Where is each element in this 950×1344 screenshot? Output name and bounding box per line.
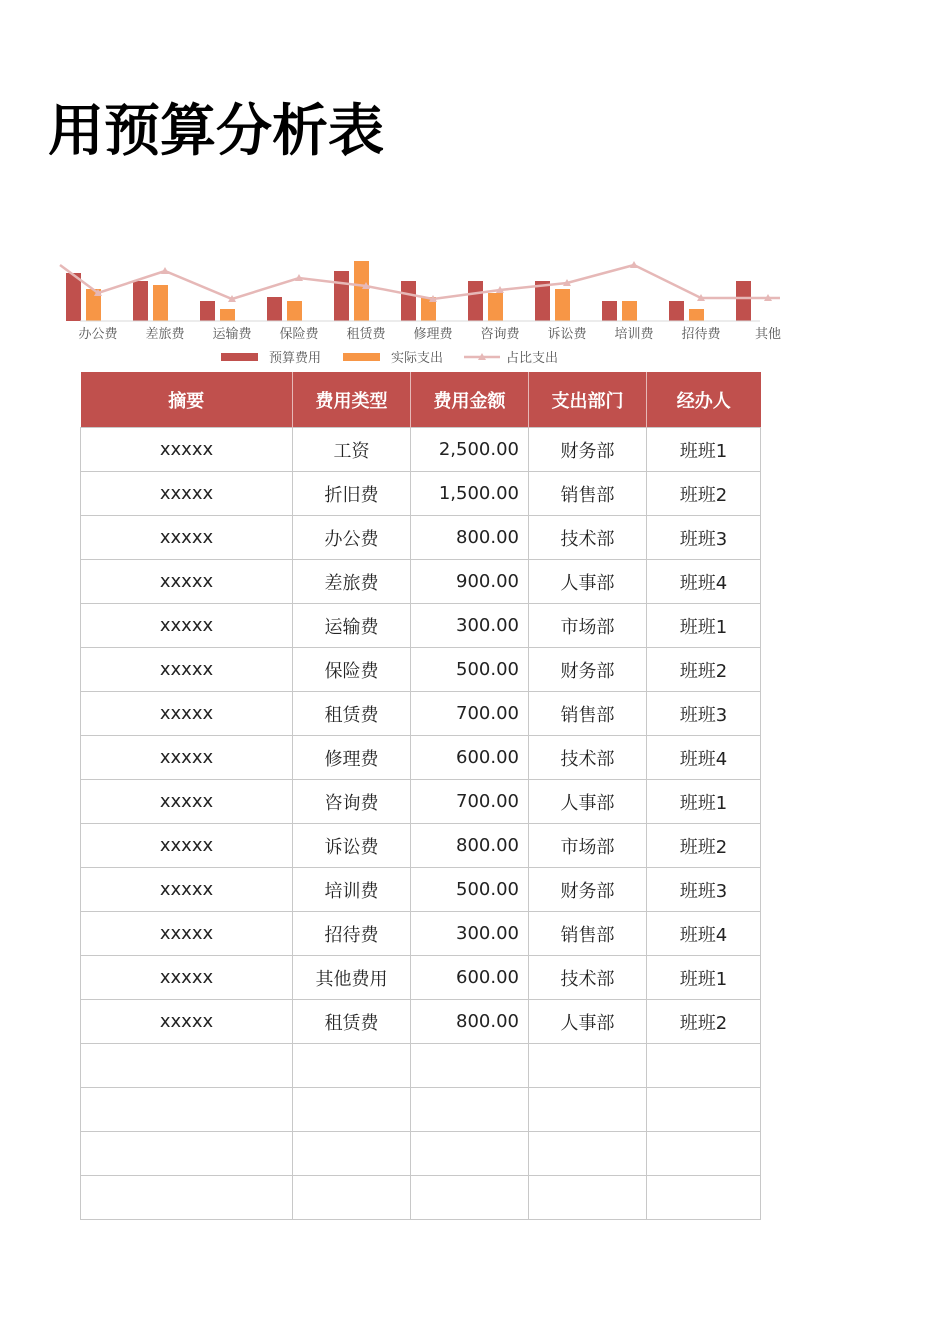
handler-cell[interactable]: 班班4	[647, 560, 761, 604]
table-row	[81, 604, 761, 648]
table-row	[81, 692, 761, 736]
table-row	[81, 780, 761, 824]
table-row	[81, 1088, 761, 1132]
summary-cell[interactable]: xxxxx	[81, 824, 293, 868]
legend-actual-swatch	[343, 353, 380, 361]
amount-cell[interactable]	[411, 1088, 529, 1132]
budget-bar	[468, 281, 483, 321]
budget-chart	[78, 220, 782, 372]
handler-cell[interactable]	[647, 1132, 761, 1176]
actual-bar	[354, 261, 369, 321]
handler-cell[interactable]: 班班3	[647, 516, 761, 560]
expense-type-cell[interactable]: 办公费	[293, 516, 411, 560]
summary-cell[interactable]: xxxxx	[81, 648, 293, 692]
handler-cell[interactable]: 班班4	[647, 912, 761, 956]
summary-cell[interactable]: xxxxx	[81, 516, 293, 560]
summary-cell[interactable]: xxxxx	[81, 604, 293, 648]
table-row	[81, 472, 761, 516]
expense-type-cell[interactable]	[293, 1044, 411, 1088]
summary-cell[interactable]: xxxxx	[81, 780, 293, 824]
table-row	[81, 648, 761, 692]
category-label: 运输费	[212, 327, 252, 342]
department-cell[interactable]: 人事部	[529, 780, 647, 824]
amount-cell[interactable]: 800.00	[411, 1000, 529, 1044]
budget-bar	[669, 301, 684, 321]
table-row	[81, 912, 761, 956]
summary-cell[interactable]: xxxxx	[81, 692, 293, 736]
ratio-point	[161, 267, 169, 274]
expense-type-cell[interactable]: 咨询费	[293, 780, 411, 824]
header-amount: 费用金额	[411, 372, 529, 428]
category-label: 办公费	[78, 327, 118, 342]
expense-type-cell[interactable]	[293, 1088, 411, 1132]
table-row	[81, 956, 761, 1000]
page-title	[48, 96, 760, 168]
handler-cell[interactable]: 班班4	[647, 736, 761, 780]
department-cell[interactable]: 财务部	[529, 648, 647, 692]
expense-type-cell[interactable]: 保险费	[293, 648, 411, 692]
summary-cell[interactable]: xxxxx	[81, 868, 293, 912]
table-row	[81, 428, 761, 472]
category-label: 保险费	[279, 327, 319, 342]
department-cell[interactable]: 财务部	[529, 868, 647, 912]
category-label: 咨询费	[480, 327, 520, 342]
actual-bar	[689, 309, 704, 321]
expense-type-cell[interactable]: 招待费	[293, 912, 411, 956]
summary-cell[interactable]: xxxxx	[81, 560, 293, 604]
expense-type-cell[interactable]: 租赁费	[293, 1000, 411, 1044]
table-row	[81, 1132, 761, 1176]
department-cell[interactable]: 技术部	[529, 956, 647, 1000]
category-label: 租赁费	[346, 327, 386, 342]
department-cell[interactable]	[529, 1044, 647, 1088]
amount-cell[interactable]: 800.00	[411, 516, 529, 560]
department-cell[interactable]	[529, 1176, 647, 1220]
table-row	[81, 1000, 761, 1044]
table-row	[81, 824, 761, 868]
expense-type-cell[interactable]: 运输费	[293, 604, 411, 648]
expense-type-cell[interactable]: 差旅费	[293, 560, 411, 604]
handler-cell[interactable]	[647, 1176, 761, 1220]
summary-cell[interactable]: xxxxx	[81, 428, 293, 472]
handler-cell[interactable]: 班班1	[647, 428, 761, 472]
summary-cell[interactable]	[81, 1044, 293, 1088]
handler-cell[interactable]: 班班1	[647, 780, 761, 824]
budget-bar	[401, 281, 416, 321]
summary-cell[interactable]: xxxxx	[81, 1000, 293, 1044]
handler-cell[interactable]: 班班1	[647, 956, 761, 1000]
amount-cell[interactable]: 700.00	[411, 780, 529, 824]
expense-table	[80, 372, 761, 1220]
expense-type-cell[interactable]: 折旧费	[293, 472, 411, 516]
department-cell[interactable]: 人事部	[529, 1000, 647, 1044]
expense-type-cell[interactable]: 培训费	[293, 868, 411, 912]
actual-bar	[555, 289, 570, 321]
header-department: 支出部门	[529, 372, 647, 428]
page-title-text: 用预算分析表	[48, 99, 384, 164]
expense-type-cell[interactable]: 修理费	[293, 736, 411, 780]
amount-cell[interactable]: 800.00	[411, 824, 529, 868]
legend-budget-label: 预算费用	[269, 351, 322, 366]
amount-cell[interactable]	[411, 1176, 529, 1220]
amount-cell[interactable]: 500.00	[411, 868, 529, 912]
budget-bar	[267, 297, 282, 321]
summary-cell[interactable]: xxxxx	[81, 472, 293, 516]
department-cell[interactable]: 技术部	[529, 516, 647, 560]
table-row	[81, 736, 761, 780]
amount-cell[interactable]: 300.00	[411, 604, 529, 648]
amount-cell[interactable]: 2,500.00	[411, 428, 529, 472]
category-label: 其他	[754, 327, 782, 342]
chart-svg	[78, 220, 782, 372]
expense-type-cell[interactable]	[293, 1132, 411, 1176]
expense-type-cell[interactable]: 诉讼费	[293, 824, 411, 868]
table-row	[81, 516, 761, 560]
amount-cell[interactable]: 600.00	[411, 736, 529, 780]
department-cell[interactable]: 销售部	[529, 472, 647, 516]
actual-bar	[153, 285, 168, 321]
department-cell[interactable]	[529, 1132, 647, 1176]
handler-cell[interactable]	[647, 1088, 761, 1132]
summary-cell[interactable]: xxxxx	[81, 956, 293, 1000]
department-cell[interactable]: 财务部	[529, 428, 647, 472]
amount-cell[interactable]: 500.00	[411, 648, 529, 692]
handler-cell[interactable]: 班班1	[647, 604, 761, 648]
table-row	[81, 1044, 761, 1088]
category-label: 差旅费	[145, 327, 185, 342]
legend-budget-swatch	[221, 353, 258, 361]
summary-cell[interactable]	[81, 1176, 293, 1220]
handler-cell[interactable]: 班班2	[647, 648, 761, 692]
actual-bar	[220, 309, 235, 321]
header-handler: 经办人	[647, 372, 761, 428]
amount-cell[interactable]	[411, 1044, 529, 1088]
legend-ratio-label: 占比支出	[506, 351, 559, 366]
table-header-row	[81, 372, 761, 428]
amount-cell[interactable]: 300.00	[411, 912, 529, 956]
amount-cell[interactable]: 600.00	[411, 956, 529, 1000]
department-cell[interactable]: 市场部	[529, 824, 647, 868]
expense-type-cell[interactable]	[293, 1176, 411, 1220]
amount-cell[interactable]: 1,500.00	[411, 472, 529, 516]
table-row	[81, 1176, 761, 1220]
header-summary: 摘要	[81, 372, 293, 428]
summary-cell[interactable]: xxxxx	[81, 736, 293, 780]
handler-cell[interactable]: 班班2	[647, 824, 761, 868]
department-cell[interactable]: 技术部	[529, 736, 647, 780]
department-cell[interactable]: 销售部	[529, 692, 647, 736]
budget-bar	[133, 281, 148, 321]
budget-bar	[736, 281, 751, 321]
handler-cell[interactable]	[647, 1044, 761, 1088]
handler-cell[interactable]: 班班3	[647, 692, 761, 736]
budget-bar	[200, 301, 215, 321]
handler-cell[interactable]: 班班2	[647, 1000, 761, 1044]
table-body	[81, 428, 761, 1220]
department-cell[interactable]: 人事部	[529, 560, 647, 604]
table-row	[81, 560, 761, 604]
category-label: 培训费	[614, 327, 654, 342]
handler-cell[interactable]: 班班3	[647, 868, 761, 912]
summary-cell[interactable]	[81, 1132, 293, 1176]
summary-cell[interactable]: xxxxx	[81, 912, 293, 956]
budget-bar	[602, 301, 617, 321]
amount-cell[interactable]: 700.00	[411, 692, 529, 736]
amount-cell[interactable]	[411, 1132, 529, 1176]
budget-bar	[334, 271, 349, 321]
category-label: 招待费	[681, 327, 721, 342]
amount-cell[interactable]: 900.00	[411, 560, 529, 604]
expense-type-cell[interactable]: 工资	[293, 428, 411, 472]
department-cell[interactable]	[529, 1088, 647, 1132]
department-cell[interactable]: 市场部	[529, 604, 647, 648]
expense-type-cell[interactable]: 其他费用	[293, 956, 411, 1000]
legend-actual-label: 实际支出	[391, 351, 444, 366]
category-label: 修理费	[413, 327, 453, 342]
actual-bar	[488, 293, 503, 321]
actual-bar	[622, 301, 637, 321]
actual-bar	[287, 301, 302, 321]
department-cell[interactable]: 销售部	[529, 912, 647, 956]
table-row	[81, 868, 761, 912]
summary-cell[interactable]	[81, 1088, 293, 1132]
category-label: 诉讼费	[547, 327, 587, 342]
handler-cell[interactable]: 班班2	[647, 472, 761, 516]
header-expense-type: 费用类型	[293, 372, 411, 428]
expense-type-cell[interactable]: 租赁费	[293, 692, 411, 736]
